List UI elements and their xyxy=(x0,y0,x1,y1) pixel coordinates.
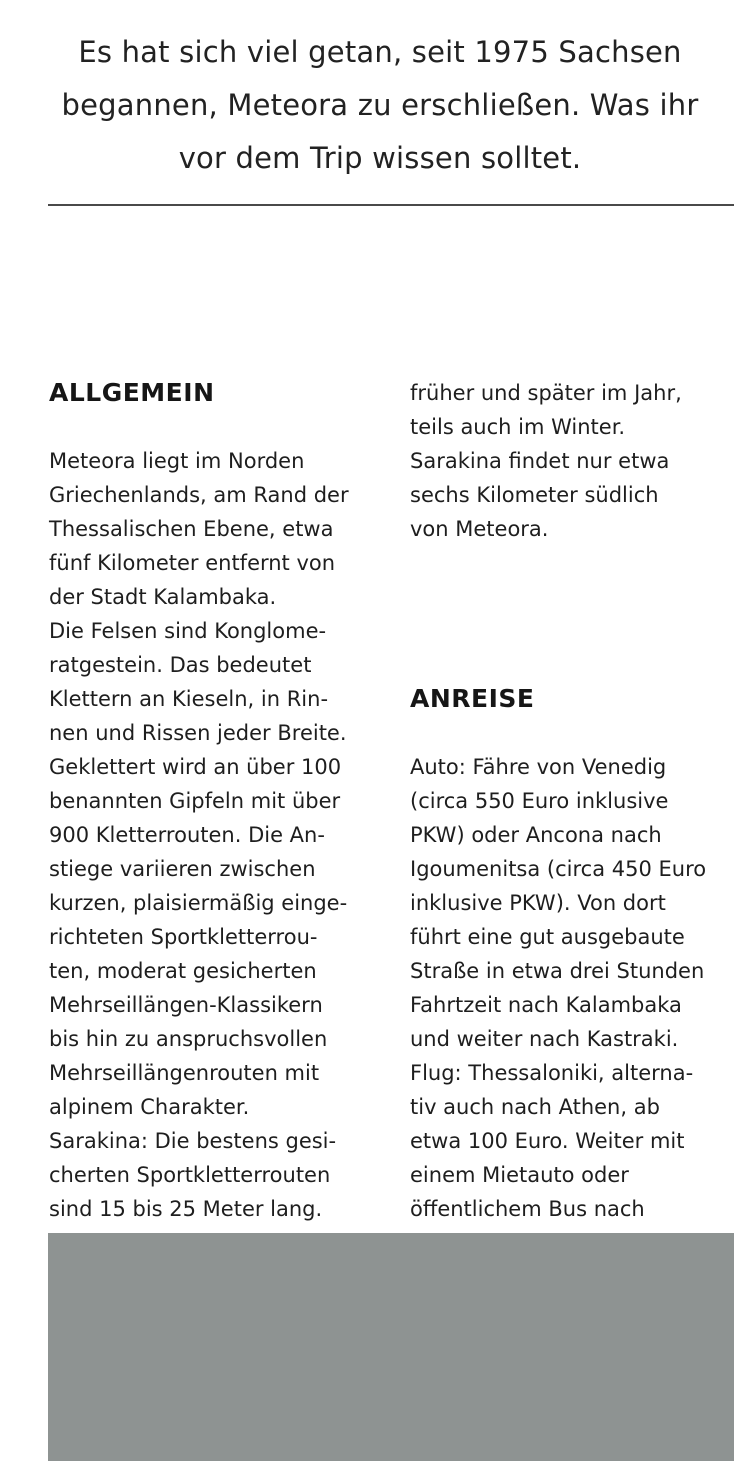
left-column xyxy=(49,342,394,1294)
column-spacer xyxy=(410,580,736,648)
section-body-allgemein-continued: früher und später im Jahr, teils auch im Winter. Sarakina findet nur etwa sechs Kilometer südlich von Meteora. xyxy=(410,381,682,541)
section-heading-allgemein: ALLGEMEIN xyxy=(49,378,215,407)
image-placeholder xyxy=(48,1233,734,1461)
section-body-allgemein: Meteora liegt im Norden Griechenlands, am Rand der Thessalischen Ebene, etwa fünf Kilometer entfernt von der Stadt Kalambaka. Die Felsen sind Konglome- ratgestein. Das bedeutet Klettern an Kieseln, in Rin- nen und Rissen jeder Breite. Geklettert wird an über 100 benannten Gipfeln mit über 900 Kletterrouten. Die An- stiege variieren zwischen kurzen, plaisiermäßig einge- richteten Sportkletterrou- ten, moderat gesicherten Mehrseillängen-Klassikern bis hin zu anspruchsvollen Mehrseillängenrouten mit alpinem Charakter. Sarakina: Die bestens gesi- cherten Sportkletterrouten sind 15 bis 25 Meter lang. xyxy=(49,449,349,1221)
section-body-anreise: Auto: Fähre von Venedig (circa 550 Euro inklusive PKW) oder Ancona nach Igoumenitsa (circa 450 Euro inklusive PKW). Von dort führt eine gut ausgebaute Straße in etwa drei Stunden Fahrtzeit nach Kalambaka und weiter nach Kastraki. Flug: Thessaloniki, alterna- tiv auch nach Athen, ab etwa 100 Euro. Weiter mit einem Mietauto oder öffentlichem Bus nach xyxy=(410,755,707,1221)
right-column xyxy=(410,342,736,1362)
divider-line xyxy=(48,204,734,206)
section-heading-anreise: ANREISE xyxy=(410,684,535,713)
article-intro: Es hat sich viel getan, seit 1975 Sachsen begannen, Meteora zu erschließen. Was ihr vor dem Trip wissen solltet. xyxy=(61,35,699,175)
